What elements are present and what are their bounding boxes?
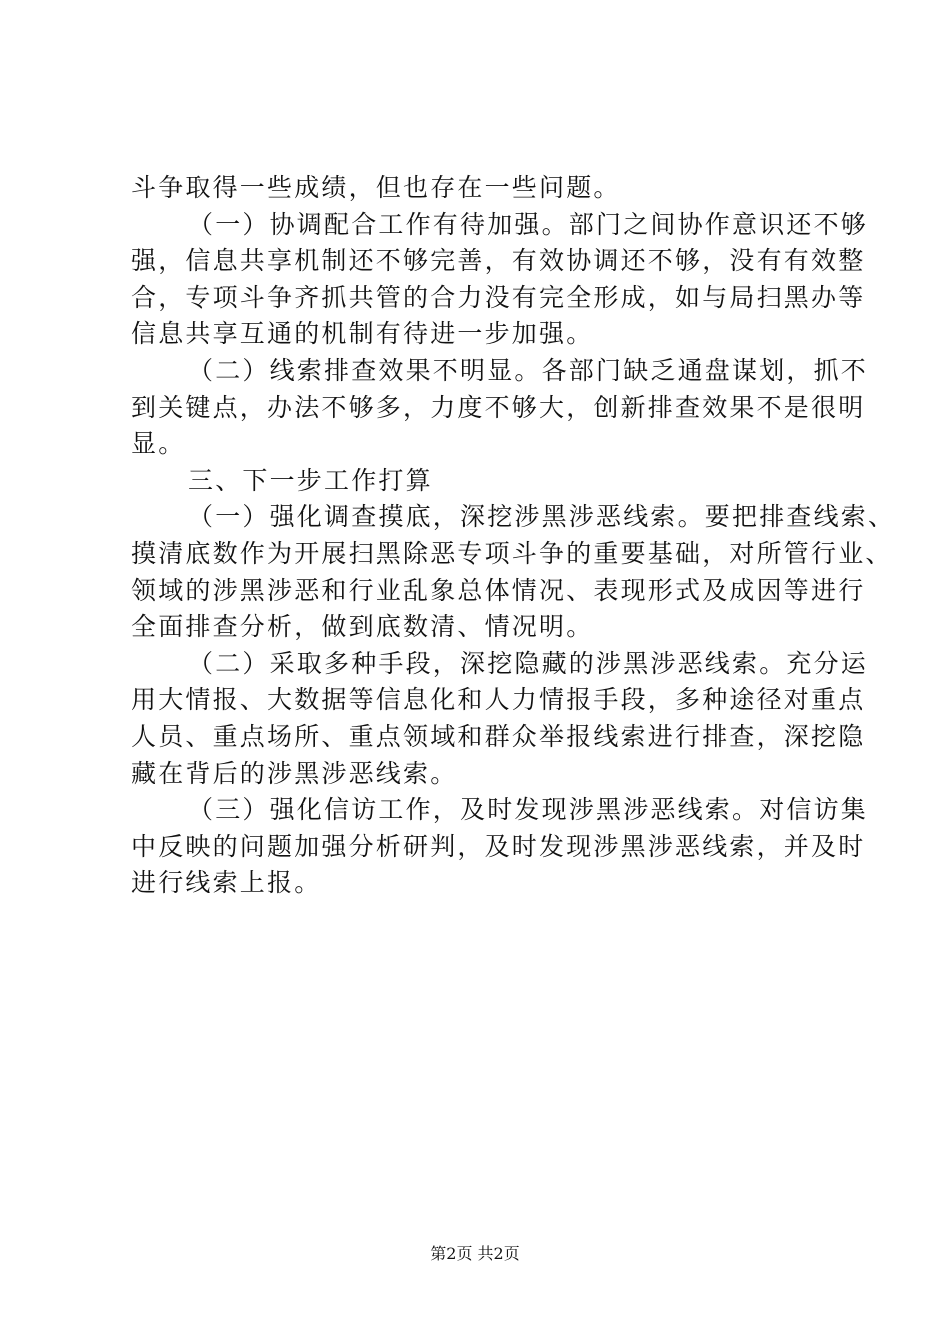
- text-line: （一）强化调查摸底，深挖涉黑涉恶线索。要把排查线索、: [188, 502, 896, 532]
- text-line: 全面排查分析，做到底数清、情况明。: [131, 612, 594, 642]
- text-line: 中反映的问题加强分析研判，及时发现涉黑涉恶线索，并及时: [131, 831, 866, 861]
- text-line: （三）强化信访工作，及时发现涉黑涉恶线索。对信访集: [188, 795, 869, 825]
- text-line: 摸清底数作为开展扫黑除恶专项斗争的重要基础，对所管行业、: [131, 538, 893, 568]
- page-number-label: 第2页 共2页: [430, 1244, 520, 1263]
- text-line: （一）协调配合工作有待加强。部门之间协作意识还不够: [188, 209, 869, 239]
- text-line: 强，信息共享机制还不够完善，有效协调还不够，没有有效整: [131, 246, 866, 276]
- page-footer: [0, 1244, 950, 1264]
- text-line: 用大情报、大数据等信息化和人力情报手段，多种途径对重点: [131, 685, 866, 715]
- text-line: 显。: [131, 429, 186, 459]
- section-heading-next-steps: [131, 463, 837, 500]
- text-line: （二）采取多种手段，深挖隐藏的涉黑涉恶线索。充分运: [188, 648, 869, 678]
- section-heading: 三、下一步工作打算: [188, 465, 433, 495]
- text-line: 信息共享互通的机制有待进一步加强。: [131, 319, 594, 349]
- text-line: 到关键点，办法不够多，力度不够大，创新排查效果不是很明: [131, 392, 866, 422]
- paragraph-step-three: [131, 792, 869, 902]
- text-line: （二）线索排查效果不明显。各部门缺乏通盘谋划，抓不: [188, 355, 869, 385]
- document-body: [131, 170, 896, 902]
- text-line: 合，专项斗争齐抓共管的合力没有完全形成，如与局扫黑办等: [131, 282, 866, 312]
- paragraph-step-one: [131, 499, 896, 645]
- paragraph-continuation: [131, 170, 837, 207]
- paragraph-step-two: [131, 646, 869, 792]
- text-line: 藏在背后的涉黑涉恶线索。: [131, 758, 458, 788]
- text-line: 领域的涉黑涉恶和行业乱象总体情况、表现形式及成因等进行: [131, 575, 866, 605]
- text-line: 人员、重点场所、重点领域和群众举报线索进行排查，深挖隐: [131, 721, 866, 751]
- paragraph-clue-investigation-issue: [131, 353, 869, 463]
- text-line: 斗争取得一些成绩，但也存在一些问题。: [131, 173, 621, 202]
- paragraph-coordination-issue: [131, 207, 869, 353]
- text-line: 进行线索上报。: [131, 868, 322, 898]
